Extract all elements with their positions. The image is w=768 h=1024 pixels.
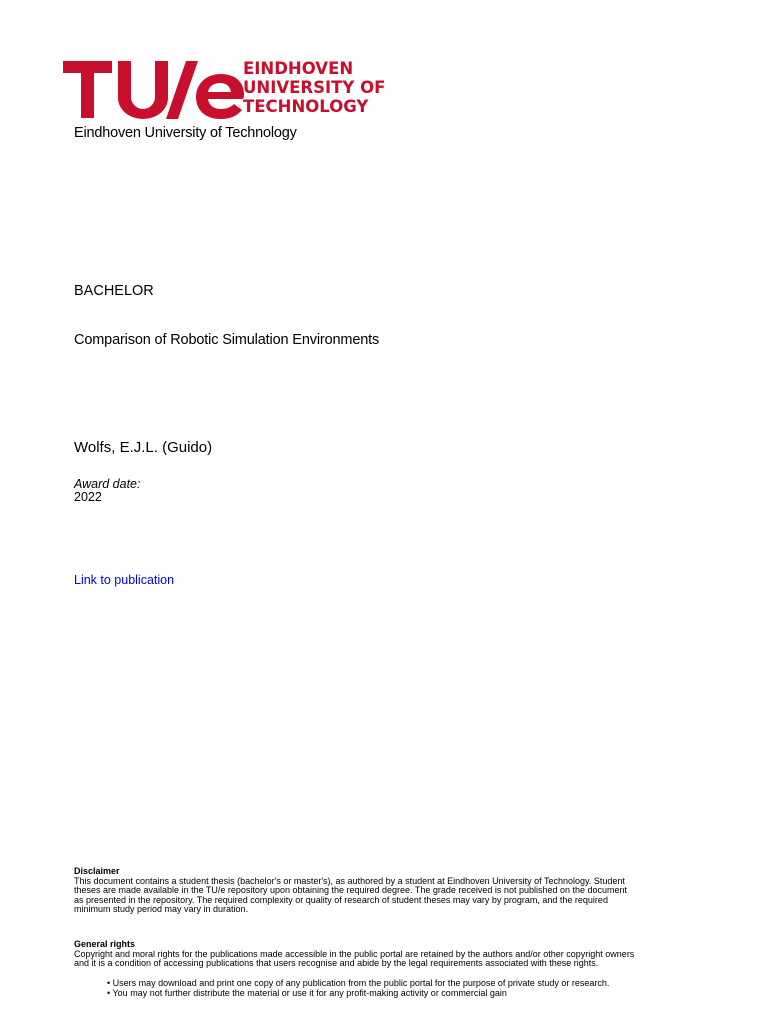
disclaimer-line: This document contains a student thesis (bachelor's or master's), as authored by a student at Eindhoven University of Technology. Student: [74, 875, 625, 886]
general-rights-line: Copyright and moral rights for the publications made accessible in the public portal are retained by the authors and/or other copyright owners: [74, 948, 635, 959]
disclaimer-line: minimum study period may vary in duration.: [74, 904, 249, 915]
rights-bullet-list: [107, 979, 609, 998]
disclaimer-section: [74, 867, 722, 915]
disclaimer-line: as presented in the repository. The required complexity or quality of research of student theses may vary by program, and the required: [74, 894, 608, 905]
general-rights-heading: General rights: [74, 939, 136, 949]
tue-logo: [63, 58, 393, 120]
degree-type: BACHELOR: [74, 283, 154, 299]
disclaimer-heading: Disclaimer: [74, 866, 120, 876]
award-date-value: 2022: [74, 490, 102, 504]
thesis-title: Comparison of Robotic Simulation Environments: [74, 332, 380, 348]
award-date-label: Award date:: [74, 477, 141, 491]
general-rights-line: and it is a condition of accessing publications that users recognise and abide by the legal requirements associated with these rights.: [74, 958, 599, 969]
rights-bullet: • You may not further distribute the material or use it for any profit-making activity or commercial gain: [107, 989, 609, 999]
logo-line-1: EINDHOVEN: [243, 59, 354, 78]
university-name: Eindhoven University of Technology: [74, 125, 297, 141]
logo-line-3: TECHNOLOGY: [243, 97, 369, 116]
rights-bullet: • Users may download and print one copy of any publication from the public portal for the purpose of private study or research.: [107, 979, 609, 989]
publication-link[interactable]: Link to publication: [74, 573, 175, 587]
tue-logo-graphic: [63, 58, 393, 120]
disclaimer-line: theses are made available in the TU/e repository upon obtaining the required degree. The grade received is not published on the document: [74, 885, 628, 896]
logo-line-2: UNIVERSITY OF: [243, 78, 386, 97]
author-name: Wolfs, E.J.L. (Guido): [74, 439, 213, 456]
general-rights-section: [74, 940, 722, 969]
